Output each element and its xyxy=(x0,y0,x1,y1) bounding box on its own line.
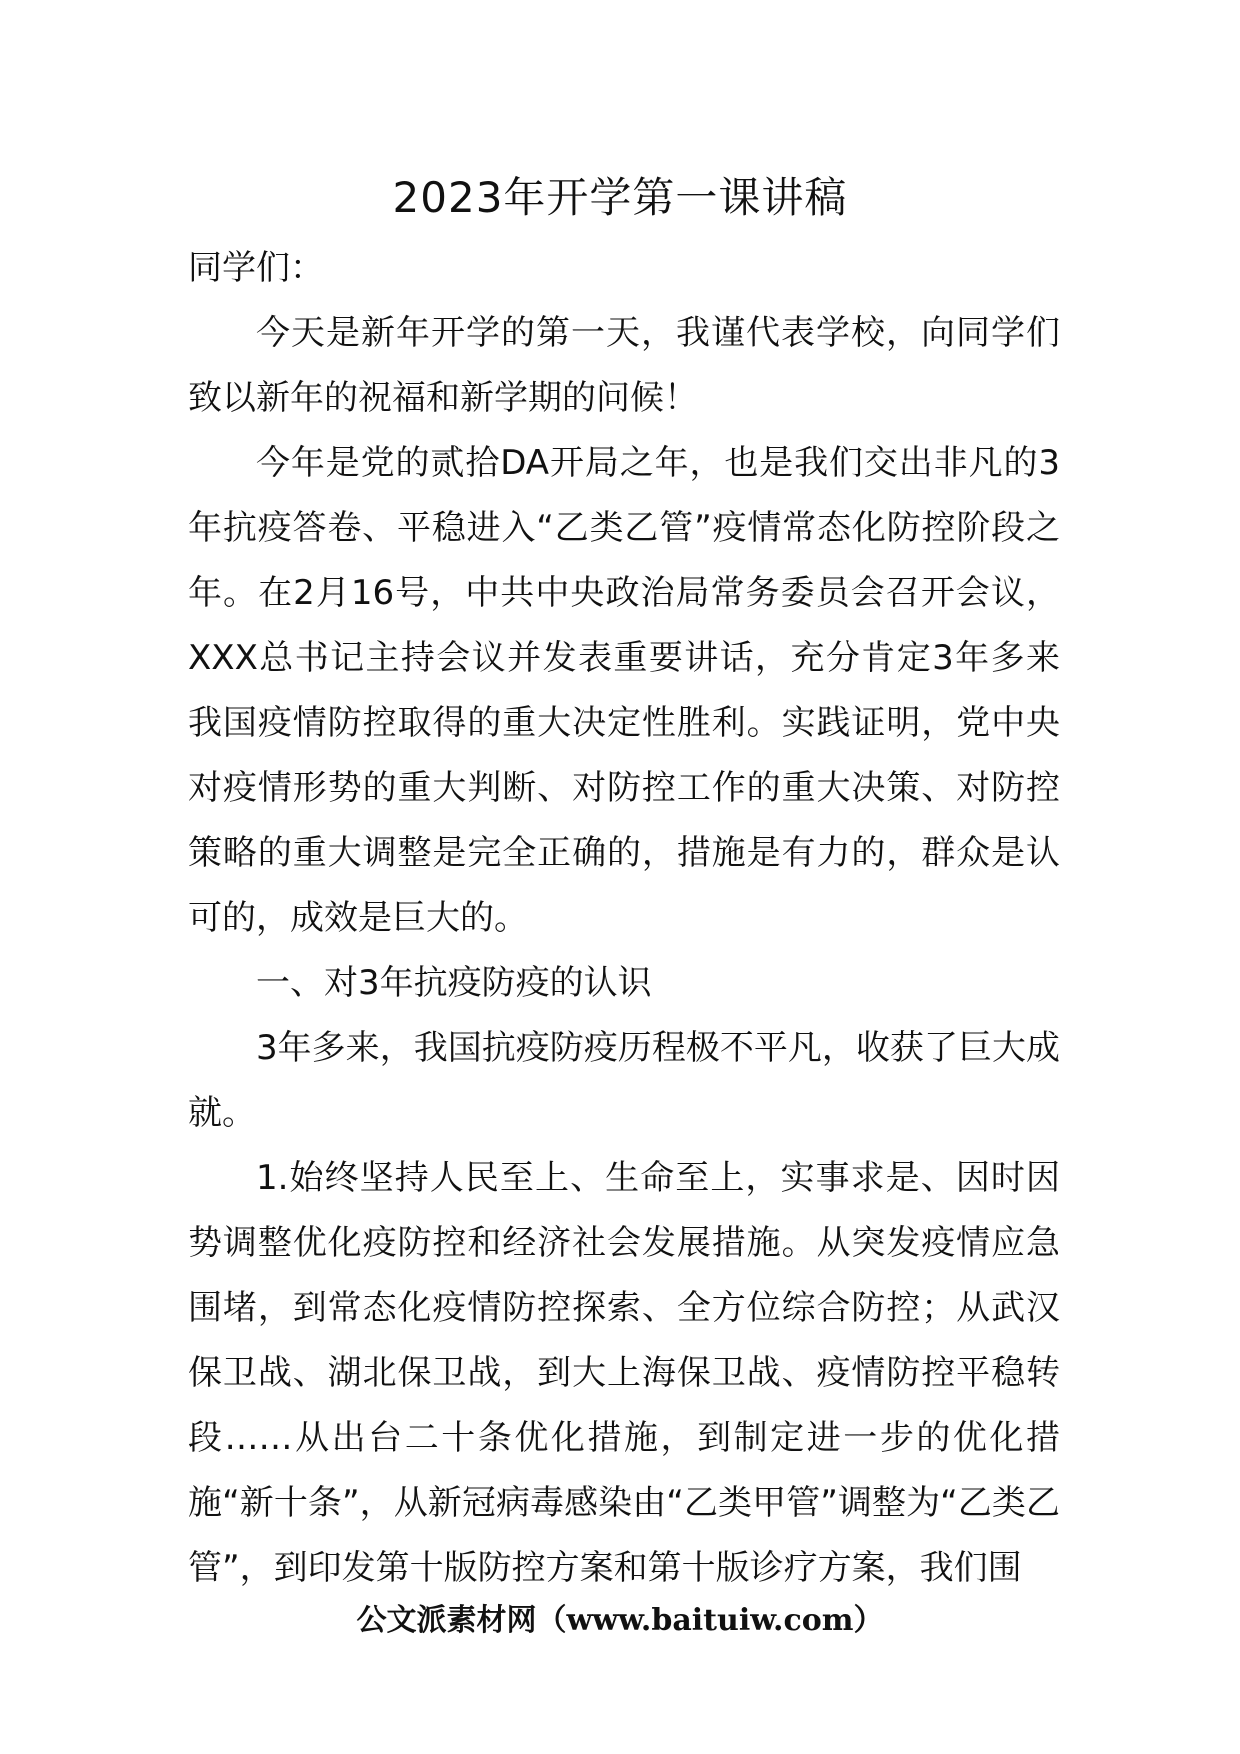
footer-watermark: 公文派素材网（www.baituiw.com） xyxy=(356,1603,884,1638)
paragraph-point-1: 1.始终坚持人民至上、生命至上，实事求是、因时因势调整优化疫防控和经济社会发展措施。从突发疫情应急围堵，到常态化疫情防控探索、全方位综合防控；从武汉保卫战、湖北保卫战，到大上海保卫战、疫情防控平稳转段……从出台二十条优化措施，到制定进一步的优化措施“新十条”，从新冠病毒感染由“乙类甲管”调整为“乙类乙管”，到印发第十版防控方案和第十版诊疗方案，我们围 xyxy=(188,1158,1060,1588)
paragraph-achievement: 3年多来，我国抗疫防疫历程极不平凡，收获了巨大成就。 xyxy=(188,1028,1060,1133)
salutation: 同学们： xyxy=(188,248,324,288)
section-heading-1: 一、对3年抗疫防疫的认识 xyxy=(256,963,652,1003)
paragraph-context: 今年是党的贰拾DA开局之年，也是我们交出非凡的3年抗疫答卷、平稳进入“乙类乙管”疫情常态化防控阶段之年。在2月16号，中共中央政治局常务委员会召开会议，XXX总书记主持会议并发表重要讲话，充分肯定3年多来我国疫情防控取得的重大决定性胜利。实践证明，党中央对疫情形势的重大判断、对防控工作的重大决策、对防控策略的重大调整是完全正确的，措施是有力的，群众是认可的，成效是巨大的。 xyxy=(188,443,1060,938)
document-body xyxy=(188,236,1060,1601)
paragraph-greeting: 今天是新年开学的第一天，我谨代表学校，向同学们致以新年的祝福和新学期的问候！ xyxy=(188,313,1060,418)
document-title: 2023年开学第一课讲稿 xyxy=(392,173,848,222)
